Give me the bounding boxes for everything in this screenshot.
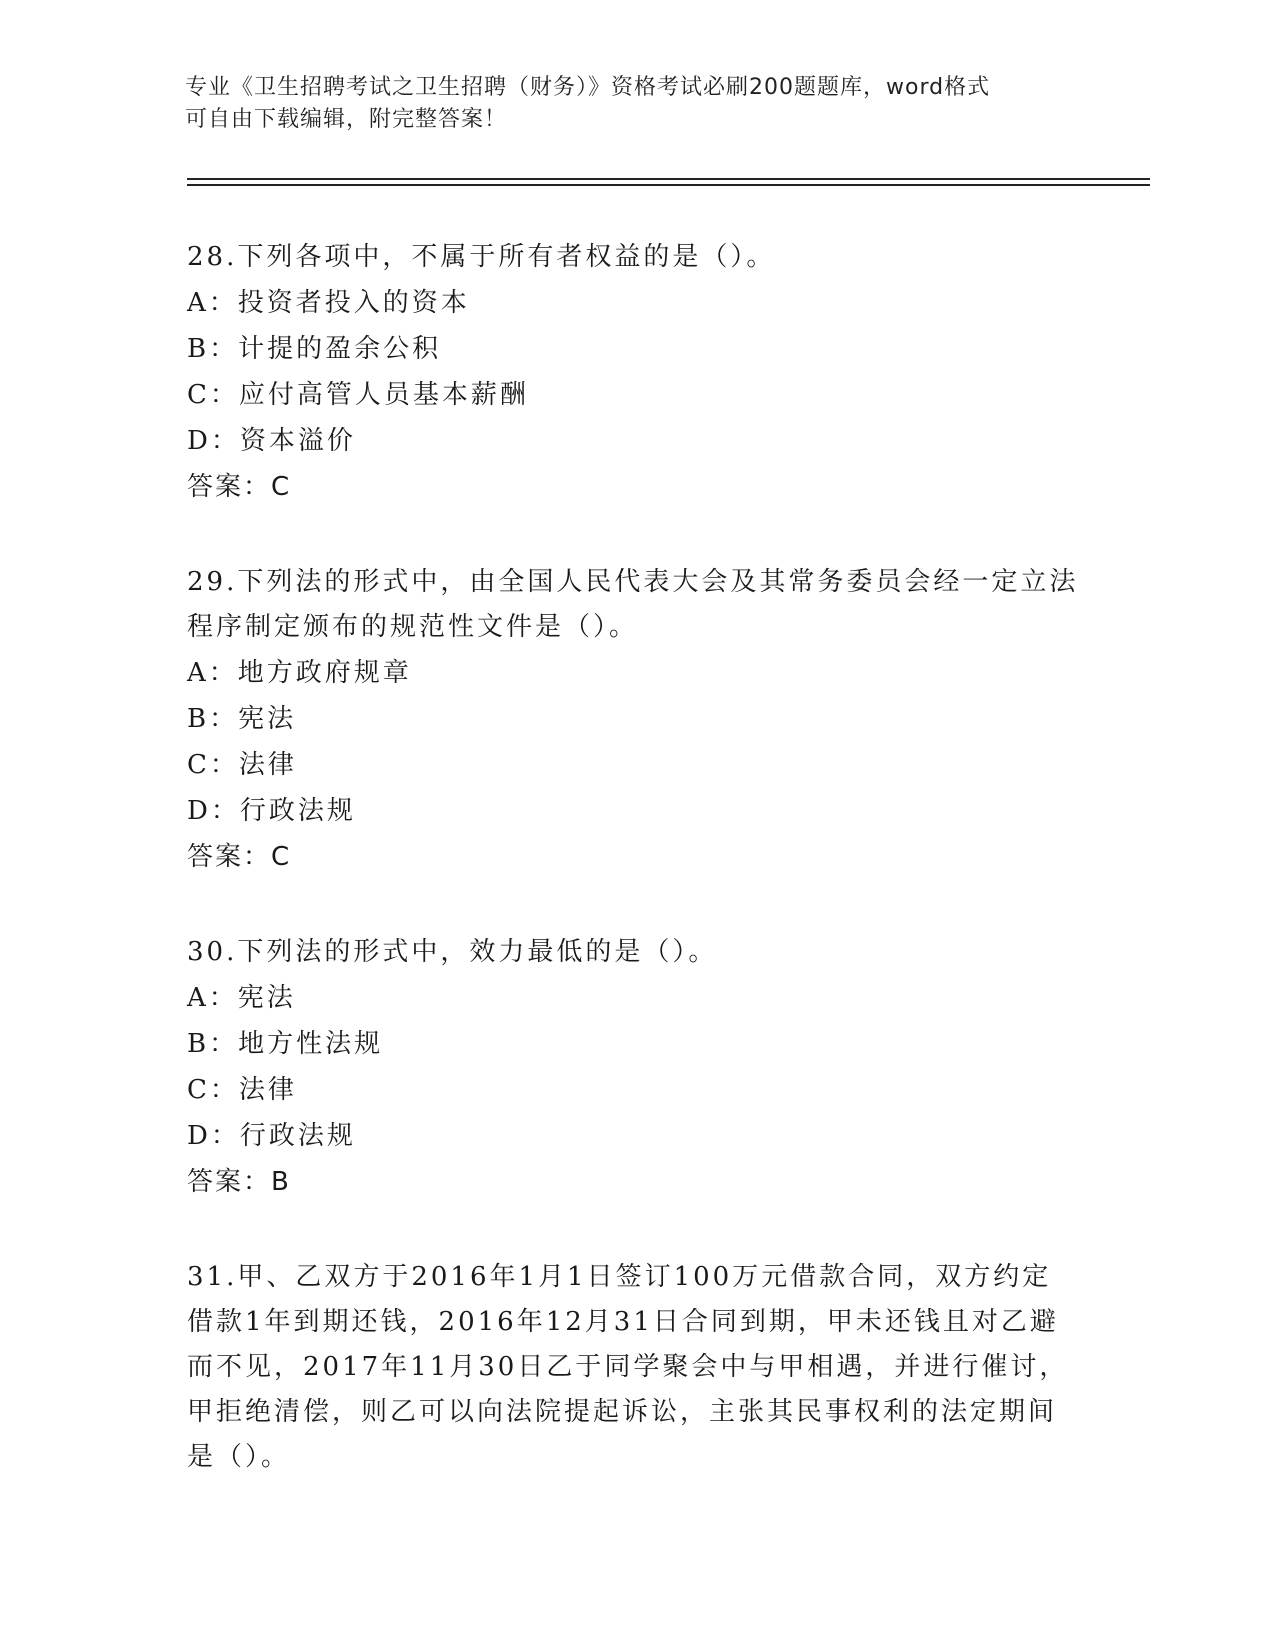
question-text-line-2: 程序制定颁布的规范性文件是（）。 (187, 612, 639, 642)
answer: 答案：C (187, 842, 292, 872)
answer: 答案：B (187, 1167, 291, 1197)
header-line-1: 专业《卫生招聘考试之卫生招聘（财务）》资格考试必刷200题题库，word格式 (185, 75, 991, 100)
option-d: D：行政法规 (187, 1121, 356, 1151)
question-text-line-1: 29.下列法的形式中，由全国人民代表大会及其常务委员会经一定立法 (187, 567, 1079, 597)
question-text-line-4: 甲拒绝清偿，则乙可以向法院提起诉讼，主张其民事权利的法定期间 (187, 1397, 1058, 1427)
option-a: A：宪法 (187, 983, 296, 1013)
question-text-line-1: 31.甲、乙双方于2016年1月1日签订100万元借款合同，双方约定 (187, 1262, 1052, 1292)
document-header (185, 72, 1085, 136)
question-text-line-2: 借款1年到期还钱，2016年12月31日合同到期，甲未还钱且对乙避 (187, 1307, 1059, 1337)
question-30 (187, 930, 1087, 1205)
option-c: C：法律 (187, 750, 297, 780)
option-a: A：投资者投入的资本 (187, 288, 470, 318)
header-divider-top (187, 178, 1150, 180)
option-b: B：宪法 (187, 704, 297, 734)
option-a: A：地方政府规章 (187, 658, 412, 688)
header-line-2: 可自由下载编辑，附完整答案！ (185, 107, 508, 132)
question-text: 30.下列法的形式中，效力最低的是（）。 (187, 937, 718, 967)
option-b: B：计提的盈余公积 (187, 334, 442, 364)
option-d: D：资本溢价 (187, 426, 356, 456)
question-31 (187, 1255, 1087, 1480)
question-text-line-5: 是（）。 (187, 1442, 291, 1472)
option-d: D：行政法规 (187, 796, 356, 826)
option-c: C：法律 (187, 1075, 297, 1105)
question-text: 28.下列各项中，不属于所有者权益的是（）。 (187, 242, 776, 272)
answer: 答案：C (187, 472, 292, 502)
header-divider-bottom (187, 184, 1150, 186)
option-c: C：应付高管人员基本薪酬 (187, 380, 529, 410)
question-29 (187, 560, 1087, 880)
option-b: B：地方性法规 (187, 1029, 384, 1059)
question-text-line-3: 而不见，2017年11月30日乙于同学聚会中与甲相遇，并进行催讨， (187, 1352, 1069, 1382)
question-28 (187, 235, 1087, 510)
question-list (187, 235, 1087, 1530)
